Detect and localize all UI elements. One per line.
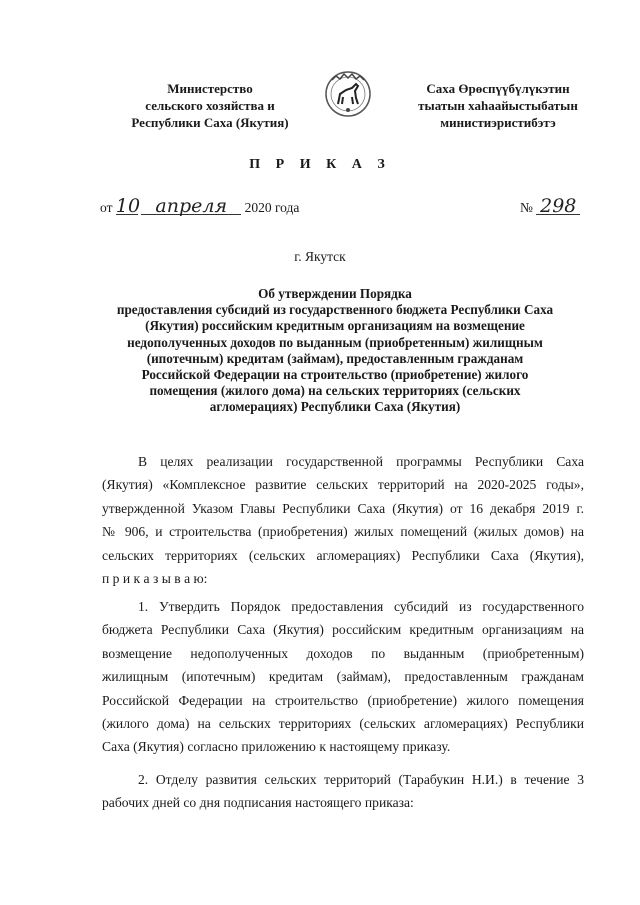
date-year: 2020 года — [244, 200, 300, 215]
body-line: сельских территориях (сельских агломерациях) Республики Саха (Якутия), — [102, 547, 584, 563]
body-line: 1. Утвердить Порядок предоставления субсидий из государственного — [138, 599, 584, 614]
title-line: агломерациях) Республики Саха (Якутия) — [209, 399, 461, 415]
title-line: Российской Федерации на строительство (приобретение) жилого — [141, 367, 529, 383]
title-line: (ипотечным) кредитам (займам), предоставленным гражданам — [146, 350, 524, 366]
date-day-handwritten: 10 — [115, 195, 141, 217]
city: г. Якутск — [294, 249, 346, 264]
ministry-name-line: Саха Өрөспүүбүлүкэтин — [426, 81, 570, 96]
ministry-name-line: Республики Саха (Якутия) — [131, 115, 289, 130]
body-line: (жилого дома) на сельских территориях (сельских агломерациях) Республики — [102, 716, 584, 732]
body-line: возмещение недополученных доходов по выданным (приобретенным) — [102, 645, 584, 661]
item-1-paragraph — [102, 595, 584, 759]
ministry-name-line: сельского хозяйства и — [145, 98, 275, 113]
body-line: жилищным (ипотечным) кредитам (займам), предоставленным гражданам — [102, 669, 584, 685]
body-line: Российской Федерации на строительство (приобретение) жилого помещения — [102, 692, 584, 708]
ministry-name-line: министиэристибэтэ — [440, 115, 556, 130]
body-line: В целях реализации государственной программы Республики Саха — [138, 454, 584, 469]
ministry-name-line: Министерство — [167, 81, 253, 96]
ministry-name-sakha — [388, 80, 608, 131]
body-line: рабочих дней со дня подписания настоящего приказа: — [102, 795, 414, 811]
body-line: бюджета Республики Саха (Якутия) российским кредитным организациям на — [102, 622, 584, 638]
body-line: Саха (Якутия) согласно приложению к настоящему приказу. — [102, 739, 451, 755]
document-type-title: П Р И К А З — [249, 157, 391, 172]
body-line: № 906, и строительства (приобретения) жилых помещений (жилых домов) на — [102, 524, 584, 540]
title-line: Об утверждении Порядка — [258, 286, 412, 301]
coat-of-arms-icon — [320, 66, 376, 122]
number-handwritten: 298 — [536, 198, 580, 215]
number-prefix: № — [520, 200, 533, 215]
body-line: 2. Отделу развития сельских территорий (Тарабукин Н.И.) в течение 3 — [138, 772, 584, 787]
title-line: (Якутия) российским кредитным организациям на возмещение — [145, 318, 525, 334]
title-line: помещения (жилого дома) на сельских территориях (сельских — [149, 383, 521, 399]
body-line: утвержденной Указом Главы Республики Саха (Якутия) от 16 декабря 2019 г. — [102, 500, 584, 516]
order-subject-title — [100, 286, 570, 416]
title-line: недополученных доходов по выданным (приобретенным) жилищным — [127, 334, 543, 350]
date-prefix: от — [100, 200, 113, 215]
ministry-name-line: тыатын хаһаайыстыбатын — [418, 98, 578, 113]
order-date — [100, 195, 300, 217]
order-word: п р и к а з ы в а ю: — [102, 571, 208, 587]
title-line: предоставления субсидий из государственного бюджета Республики Саха — [116, 302, 554, 318]
ministry-name-russian — [110, 80, 310, 131]
body-line: (Якутия) «Комплексное развитие сельских территорий на 2020-2025 годы», — [102, 477, 584, 493]
preamble-paragraph — [102, 450, 584, 590]
order-number — [520, 195, 580, 217]
item-2-paragraph — [102, 768, 584, 815]
date-month-handwritten: апреля — [141, 198, 241, 215]
